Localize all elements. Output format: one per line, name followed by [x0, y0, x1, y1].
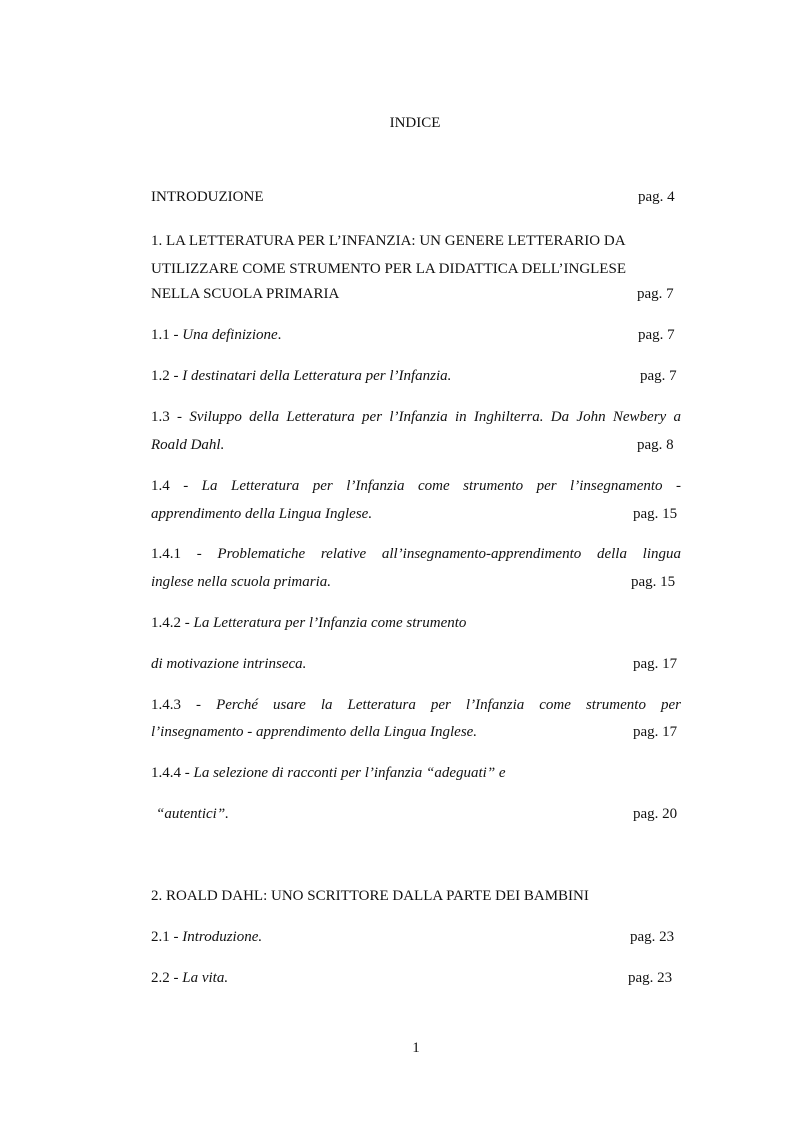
toc-entry-1-4-2-line-1: 1.4.2 - La Letteratura per l’Infanzia come strumento: [151, 615, 467, 631]
toc-chapter-1-line-3: NELLA SCUOLA PRIMARIA pag. 7: [151, 283, 681, 305]
toc-chapter-1-line-2: UTILIZZARE COME STRUMENTO PER LA DIDATTICA DELL’INGLESE: [151, 261, 626, 277]
toc-page-number: pag. 15: [633, 506, 678, 522]
toc-entry-1-4-3-line-2: l’insegnamento - apprendimento della Lingua Inglese. pag. 17: [151, 721, 681, 743]
toc-page-number: pag. 7: [638, 327, 675, 343]
toc-entry-1-1: 1.1 - Una definizione. pag. 7: [151, 324, 681, 346]
toc-entry-1-2: 1.2 - I destinatari della Letteratura per l’Infanzia. pag. 7: [151, 365, 681, 387]
toc-entry-1-4-3-line-1: 1.4.3 - Perché usare la Letteratura per l’Infanzia come strumento per: [151, 697, 681, 713]
toc-entry-1-4-4-line-2: “autentici”. pag. 20: [151, 803, 681, 825]
toc-page-number: pag. 15: [631, 574, 676, 590]
toc-page-number: pag. 4: [638, 189, 675, 205]
toc-entry-2-1: 2.1 - Introduzione. pag. 23: [151, 926, 681, 948]
toc-entry-1-4-4-line-1: 1.4.4 - La selezione di racconti per l’infanzia “adeguati” e: [151, 765, 506, 781]
toc-entry-introduzione: [151, 186, 681, 208]
toc-page-number: pag. 17: [633, 724, 678, 740]
page-title: INDICE: [389, 115, 441, 131]
toc-entry-1-4-1-line-2: inglese nella scuola primaria. pag. 15: [151, 571, 681, 593]
toc-entry-1-3-line-1: 1.3 - Sviluppo della Letteratura per l’Infanzia in Inghilterra. Da John Newbery a: [151, 409, 681, 425]
toc-chapter-2: 2. ROALD DAHL: UNO SCRITTORE DALLA PARTE DEI BAMBINI: [151, 888, 589, 904]
toc-entry-2-2: 2.2 - La vita. pag. 23: [151, 967, 681, 989]
page-number: 1: [412, 1040, 420, 1056]
toc-page-number: pag. 17: [633, 656, 678, 672]
toc-page-number: pag. 7: [640, 368, 677, 384]
toc-page-number: pag. 20: [633, 806, 678, 822]
toc-chapter-1-line-1: 1. LA LETTERATURA PER L’INFANZIA: UN GENERE LETTERARIO DA: [151, 233, 626, 249]
toc-entry-1-4-1-line-1: 1.4.1 - Problematiche relative all’insegnamento-apprendimento della lingua: [151, 546, 681, 562]
toc-entry-1-3-line-2: Roald Dahl. pag. 8: [151, 434, 681, 456]
toc-entry-1-4-line-2: apprendimento della Lingua Inglese. pag. 15: [151, 503, 681, 525]
toc-entry-1-4-2-line-2: di motivazione intrinseca. pag. 17: [151, 653, 681, 675]
toc-page-number: pag. 7: [637, 286, 674, 302]
toc-page-number: pag. 23: [628, 970, 673, 986]
toc-page-number: pag. 23: [630, 929, 675, 945]
toc-page-number: pag. 8: [637, 437, 674, 453]
toc-entry-1-4-line-1: 1.4 - La Letteratura per l’Infanzia come strumento per l’insegnamento -: [151, 478, 681, 494]
toc-entry-label: INTRODUZIONE: [151, 189, 264, 205]
